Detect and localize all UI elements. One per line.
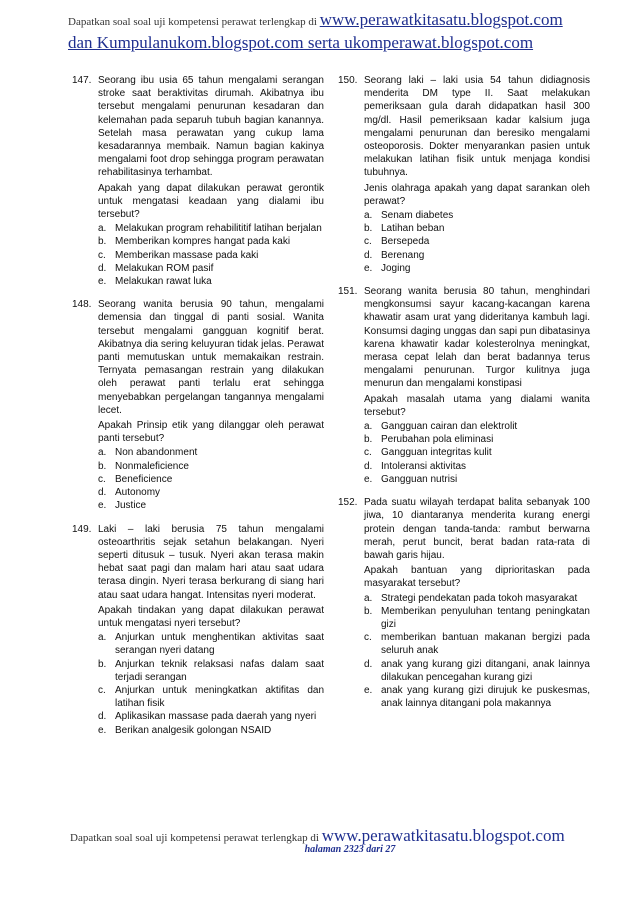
footer-site-link[interactable]: www.perawatkitasatu.blogspot.com bbox=[321, 826, 565, 845]
answer-options bbox=[364, 592, 590, 711]
question-number: 151. bbox=[338, 286, 358, 298]
question-prompt: Apakah Prinsip etik yang dilanggar oleh perawat panti tersebut? bbox=[98, 420, 324, 445]
option-e[interactable]: e. Joging bbox=[364, 262, 411, 274]
answer-options bbox=[98, 222, 324, 288]
question-text: Seorang wanita berusia 90 tahun, mengalami demensia dan tinggal di panti sosial. Wanita tersebut mengalami gangguan kognitif berat. Akibatnya dia sering keluyuran tidak jelas. Perawat panti memutuskan untuk memakaikan restrain. Ternyata pemasangan restrain yang dilakukan oleh perawat panti terlalu erat sehingga menyebabkan pergelangan tangannya mengalami lecet. bbox=[98, 299, 324, 416]
question-number: 150. bbox=[338, 75, 358, 86]
header-sites-link[interactable]: dan Kumpulanukom.blogspot.com serta ukomperawat.blogspot.com bbox=[68, 33, 534, 52]
question-text: Seorang ibu usia 65 tahun mengalami serangan stroke saat beraktivitas dirumah. Akibatnya ibu tersebut mengalami penurunan kesadaran dan kelemahan pada separuh tubuh bagian kanannya. Setelah masa perawatan yang cukup lama kesadarannya membaik. Namun bagian kakinya mengalami foot drop sehingga program perawatan rehabilitasinya terhambat. bbox=[98, 75, 324, 179]
question-prompt: Apakah bantuan yang diprioritaskan pada masyarakat tersebut? bbox=[364, 565, 590, 590]
option-b[interactable]: b. Nonmaleficience bbox=[98, 460, 189, 472]
option-c[interactable]: c. Memberikan massase pada kaki bbox=[98, 249, 259, 261]
option-d[interactable]: d. Aplikasikan massase pada daerah yang nyeri bbox=[98, 711, 317, 723]
option-a[interactable]: a. Gangguan cairan dan elektrolit bbox=[364, 421, 518, 433]
question-text: Laki – laki berusia 75 tahun mengalami osteoarthritis sejak setahun belakangan. Nyeri seperti ditusuk – tusuk. Nyeri akan terasa makin hebat saat pagi dan malam hari atau saat udara terasa dingin. Nyeri terasa berkurang di siang hari atau saat udara hangat. Intensitas nyeri moderat. bbox=[98, 523, 324, 601]
page-number: halaman 2323 dari 27 bbox=[304, 844, 396, 855]
answer-options bbox=[98, 631, 324, 737]
option-c[interactable]: c. memberikan bantuan makanan bergizi pada seluruh anak bbox=[364, 632, 590, 657]
option-e[interactable]: e. Melakukan rawat luka bbox=[98, 276, 212, 288]
option-d[interactable]: d. Berenang bbox=[364, 249, 425, 261]
page-footer bbox=[70, 826, 630, 855]
question-152 bbox=[338, 496, 590, 710]
option-c[interactable]: c. Anjurkan untuk meningkatkan aktifitas dan latihan fisik bbox=[98, 684, 324, 710]
option-b[interactable]: b. Memberikan kompres hangat pada kaki bbox=[98, 236, 291, 248]
option-d[interactable]: d. Melakukan ROM pasif bbox=[98, 262, 214, 274]
header-intro: Dapatkan soal soal uji kompetensi perawat terlengkap di bbox=[68, 16, 317, 28]
question-147 bbox=[72, 74, 324, 288]
option-b[interactable]: b. Memberikan penyuluhan tentang peningkatan gizi bbox=[364, 605, 590, 630]
option-d[interactable]: d. anak yang kurang gizi ditangani, anak lainnya dilakukan pencegahan kurang gizi bbox=[364, 658, 590, 683]
option-b[interactable]: b. Anjurkan teknik relaksasi nafas dalam saat terjadi serangan bbox=[98, 658, 324, 683]
option-a[interactable]: a. Strategi pendekatan pada tokoh masyarakat bbox=[364, 592, 578, 604]
question-148 bbox=[72, 298, 324, 512]
question-text: Seorang laki – laki usia 54 tahun didiagnosis menderita DM type II. Saat melakukan pemeriksaan gula darah didapatkan hasil 300 mg/dl. Hasil pemeriksaan kadar kalsium juga mengalami penurunan dan beresiko mengalami osteoporosis. Dokter menyarankan pasien untuk melakukan latihan fisik untuk menjaga kondisi tubuhnya. bbox=[364, 75, 590, 179]
option-a[interactable]: a. Non abandonment bbox=[98, 447, 198, 459]
question-number: 152. bbox=[338, 497, 358, 509]
option-c[interactable]: c. Bersepeda bbox=[364, 236, 430, 248]
question-prompt: Apakah tindakan yang dapat dilakukan perawat untuk mengatasi nyeri tersebut? bbox=[98, 604, 324, 629]
option-c[interactable]: c. Gangguan integritas kulit bbox=[364, 447, 492, 459]
option-e[interactable]: e. Justice bbox=[98, 500, 147, 512]
question-number: 149. bbox=[72, 523, 92, 535]
question-151 bbox=[338, 285, 590, 486]
option-a[interactable]: a. Senam diabetes bbox=[364, 210, 454, 222]
option-e[interactable]: e. Berikan analgesik golongan NSAID bbox=[98, 724, 272, 736]
right-column bbox=[338, 74, 590, 720]
option-e[interactable]: e. anak yang kurang gizi dirujuk ke puskesmas, anak lainnya ditangani pola makannya bbox=[364, 684, 590, 710]
answer-options bbox=[98, 446, 324, 512]
question-150 bbox=[338, 74, 590, 275]
question-number: 148. bbox=[72, 299, 92, 311]
option-b[interactable]: b. Latihan beban bbox=[364, 223, 445, 235]
option-c[interactable]: c. Beneficience bbox=[98, 473, 173, 485]
option-d[interactable]: d. Intoleransi aktivitas bbox=[364, 460, 467, 472]
question-number: 147. bbox=[72, 75, 92, 86]
question-text: Seorang wanita berusia 80 tahun, menghindari mengkonsumsi sayur kacang-kacangan karena khawatir asam urat yang dideritanya kambuh lagi. Konsumsi daging unggas dan sapi pun dibatasinya karena khawatir kadar kolesterolnya meningkat, merasa cepat lelah dan berat badannya terus mengalami penurunan. Turgor kulitnya juga menurun dan mengalami konstipasi bbox=[364, 286, 590, 390]
answer-options bbox=[364, 209, 590, 275]
option-a[interactable]: a. Anjurkan untuk menghentikan aktivitas saat serangan nyeri datang bbox=[98, 632, 324, 657]
page-header bbox=[68, 10, 628, 53]
left-column bbox=[72, 74, 324, 747]
footer-intro: Dapatkan soal soal uji kompetensi perawat terlengkap di bbox=[70, 832, 319, 844]
option-d[interactable]: d. Autonomy bbox=[98, 487, 161, 499]
answer-options bbox=[364, 420, 590, 486]
question-text: Pada suatu wilayah terdapat balita sebanyak 100 jiwa, 10 diantaranya menderita kurang energi protein dengan tanda-tanda: rambut berwarna merah, perut buncit, berat badan rata-rata di bawah garis hijau. bbox=[364, 497, 590, 561]
option-e[interactable]: e. Gangguan nutrisi bbox=[364, 473, 458, 485]
question-prompt: Apakah masalah utama yang dialami wanita tersebut? bbox=[364, 393, 590, 418]
option-a[interactable]: a. Melakukan program rehabilititif latihan berjalan bbox=[98, 223, 322, 235]
question-149 bbox=[72, 523, 324, 737]
question-prompt: Jenis olahraga apakah yang dapat sarankan oleh perawat? bbox=[364, 182, 590, 207]
option-b[interactable]: b. Perubahan pola eliminasi bbox=[364, 434, 494, 446]
question-prompt: Apakah yang dapat dilakukan perawat gerontik untuk mengatasi keadaan yang dialami ibu tersebut? bbox=[98, 182, 324, 221]
header-site-link[interactable]: www.perawatkitasatu.blogspot.com bbox=[319, 10, 563, 29]
